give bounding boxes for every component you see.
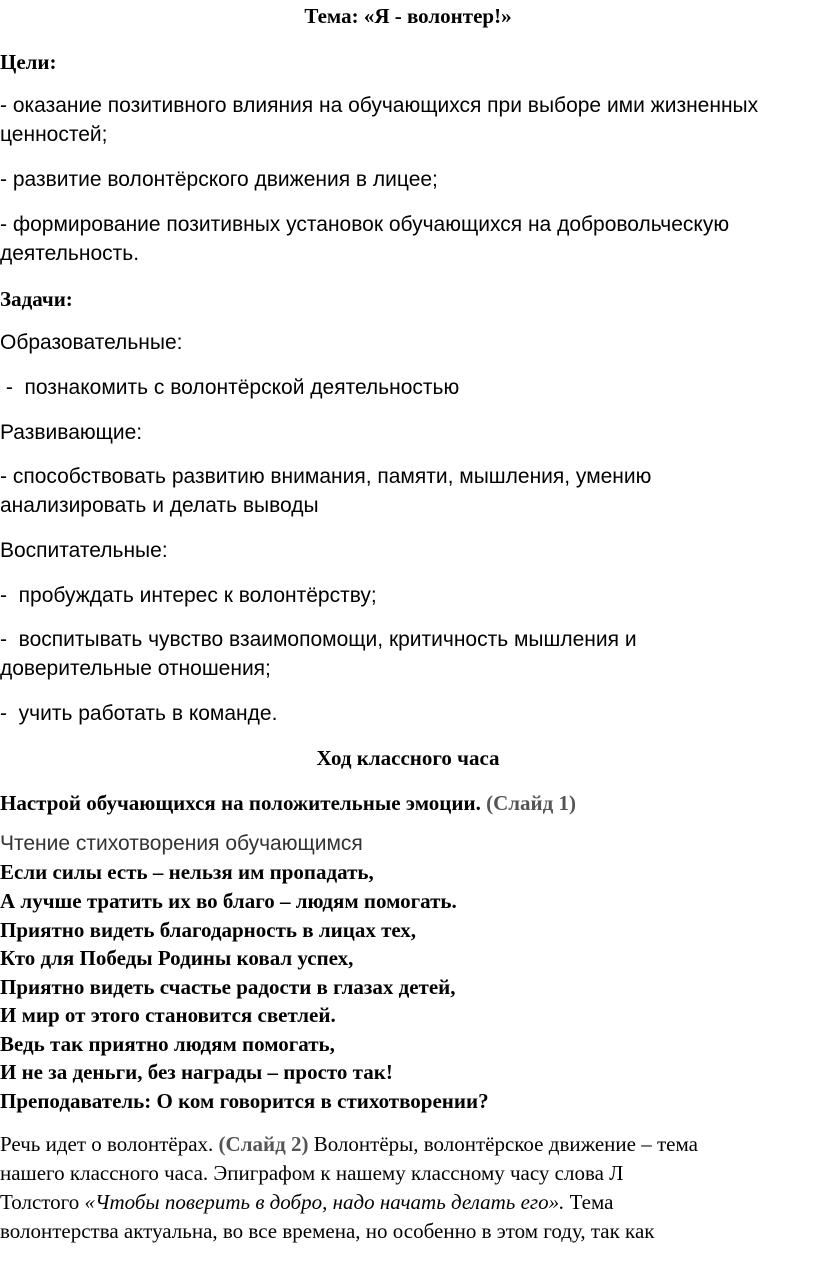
paragraph-line-3-start: Толстого <box>0 1190 80 1214</box>
tasks-heading: Задачи: <box>0 287 73 311</box>
epigraph-quote: «Чтобы поверить в добро, надо начать делать его». <box>84 1190 565 1214</box>
goals-heading: Цели: <box>0 50 57 74</box>
paragraph-line-3-end: Тема <box>569 1190 614 1214</box>
poem-line-2: А лучше тратить их во благо – людям помогать. <box>0 889 457 913</box>
upbringing-label: Воспитательные: <box>0 539 168 562</box>
slide-2-ref: (Слайд 2) <box>218 1132 309 1156</box>
poem-line-1: Если силы есть – нельзя им пропадать, <box>0 860 374 884</box>
educational-item: - познакомить с волонтёрской деятельностью <box>0 376 460 399</box>
developing-label: Развивающие: <box>0 421 143 444</box>
poem-line-5: Приятно видеть счастье радости в глазах детей, <box>0 975 456 999</box>
lesson-heading: Ход классного часа <box>316 746 500 770</box>
poem-line-7: Ведь так приятно людям помогать, <box>0 1032 335 1056</box>
developing-line-2: анализировать и делать выводы <box>0 494 319 517</box>
paragraph-line-3 <box>0 1188 613 1216</box>
paragraph-line-4: волонтерства актуальна, во все времена, но особенно в этом году, так как <box>0 1219 655 1243</box>
goal-item-2: - развитие волонтёрского движения в лицее; <box>0 168 438 191</box>
upbringing-line-3: доверительные отношения; <box>0 657 271 680</box>
reading-intro: Чтение стихотворения обучающимся <box>0 832 363 855</box>
goal-item-1-line-2: ценностей; <box>0 123 108 146</box>
teacher-question: Преподаватель: О ком говорится в стихотворении? <box>0 1089 489 1113</box>
goal-item-3-line-1: - формирование позитивных установок обучающихся на добровольческую <box>0 213 730 236</box>
poem-line-8: И не за деньги, без награды – просто так! <box>0 1060 393 1084</box>
slide-1-ref: (Слайд 1) <box>486 791 576 815</box>
goal-item-1-line-1: - оказание позитивного влияния на обучающихся при выборе ими жизненных <box>0 94 759 117</box>
upbringing-line-2: - воспитывать чувство взаимопомощи, критичность мышления и <box>0 628 637 651</box>
paragraph-line-1-start: Речь идет о волонтёрах. <box>0 1132 214 1156</box>
poem-line-4: Кто для Победы Родины ковал успех, <box>0 946 354 970</box>
poem-line-6: И мир от этого становится светлей. <box>0 1003 336 1027</box>
educational-label: Образовательные: <box>0 331 183 354</box>
page-title: Тема: «Я - волонтер!» <box>304 4 512 28</box>
paragraph-line-1 <box>0 1130 698 1158</box>
mood-text: Настрой обучающихся на положительные эмоции. <box>0 791 481 815</box>
paragraph-line-1-end: Волонтёры, волонтёрское движение – тема <box>313 1132 698 1156</box>
upbringing-line-4: - учить работать в команде. <box>0 702 278 725</box>
paragraph-line-2: нашего классного часа. Эпиграфом к нашему классному часу слова Л <box>0 1161 624 1185</box>
upbringing-line-1: - пробуждать интерес к волонтёрству; <box>0 584 377 607</box>
poem-line-3: Приятно видеть благодарность в лицах тех, <box>0 918 417 942</box>
goal-item-3-line-2: деятельность. <box>0 242 140 265</box>
developing-line-1: - способствовать развитию внимания, памяти, мышления, умению <box>0 465 652 488</box>
mood-line <box>0 789 576 817</box>
